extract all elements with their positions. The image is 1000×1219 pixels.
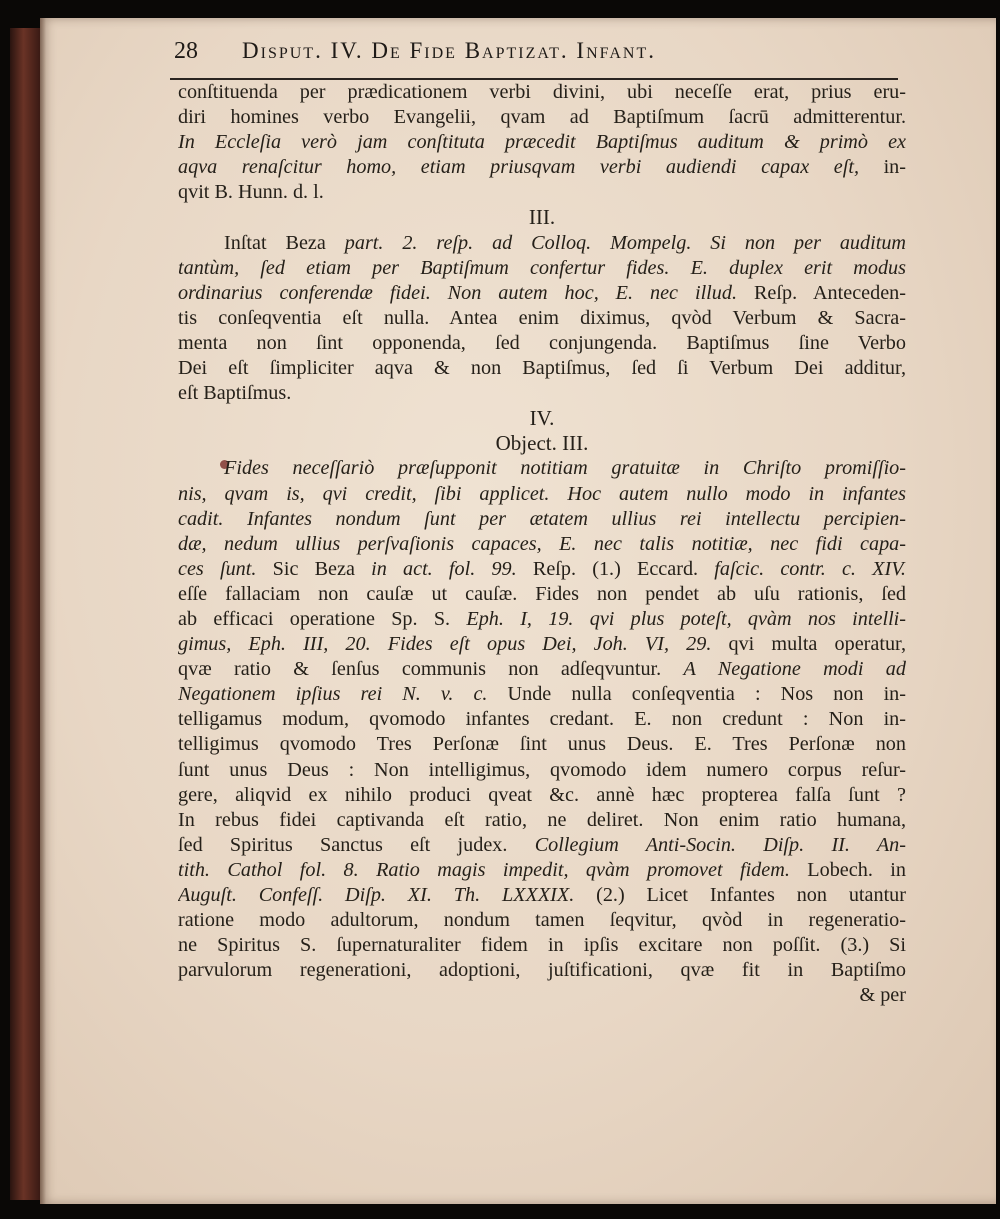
italic-text: tith. Cathol fol. 8. Ratio magis impedit, qvàm promovet fidem. <box>178 858 790 881</box>
roman-text: parvulorum regenerationi, adoptioni, juſtificationi, qvæ fit in Baptiſmo <box>178 959 906 982</box>
text-line <box>178 155 906 180</box>
running-header <box>170 38 910 78</box>
text-line <box>178 557 906 582</box>
roman-text: & per <box>859 984 906 1007</box>
text-line <box>178 607 906 632</box>
text-line <box>178 231 906 256</box>
book-spine <box>10 28 40 1200</box>
text-line <box>178 908 906 933</box>
roman-text: In rebus fidei captivanda eſt ratio, ne deliret. Non enim ratio humana, <box>178 808 906 831</box>
italic-text: Negationem ipſius rei N. v. c. <box>178 683 488 706</box>
roman-text: IV. <box>529 406 555 431</box>
text-line <box>178 958 906 983</box>
text-line <box>178 356 906 381</box>
roman-text: ratione modo adultorum, nondum tamen ſeqvitur, qvòd in regeneratio- <box>178 909 906 932</box>
roman-text: qvi multa operatur, <box>711 633 906 656</box>
italic-text: ces ſunt. <box>178 557 257 580</box>
italic-text: gimus, Eph. III, 20. Fides eſt opus Dei, Joh. VI, 29. <box>178 633 712 656</box>
text-line <box>178 281 906 306</box>
roman-text: Reſp. (1.) Eccard. <box>516 557 715 580</box>
text-line <box>178 833 906 858</box>
section-heading <box>178 431 906 456</box>
roman-text: diri homines verbo Evangelii, qvam ad Baptiſmum ſacrū admitterentur. <box>178 106 906 129</box>
roman-text: ſunt unus Deus : Non intelligimus, qvomodo idem numero corpus reſur- <box>178 758 906 781</box>
italic-text: dæ, nedum ullius perſvaſionis capaces, E. nec talis notitiæ, nec fidi capa- <box>178 532 906 555</box>
roman-text: ab efficaci operatione Sp. S. <box>178 607 467 630</box>
roman-text: Reſp. Anteceden- <box>737 281 906 304</box>
italic-text: In Eccleſia verò jam conſtituta præcedit Baptiſmus auditum & primò ex <box>178 131 906 154</box>
roman-text: tis conſeqventia eſt nulla. Antea enim diximus, qvòd Verbum & Sacra- <box>178 306 906 329</box>
text-line <box>178 532 906 557</box>
text-line <box>178 858 906 883</box>
roman-text: telligamus modum, qvomodo infantes credant. E. non credunt : Non in- <box>178 708 906 731</box>
text-line <box>178 808 906 833</box>
text-line <box>178 256 906 281</box>
roman-text: III. <box>528 205 556 230</box>
roman-text: Dei eſt ſimpliciter aqva & non Baptiſmus, ſed ſi Verbum Dei additur, <box>178 357 906 380</box>
roman-text: qvæ ratio & ſenſus communis non adſeqvuntur. <box>178 658 684 681</box>
roman-text: gere, aliqvid ex nihilo produci qveat &c. annè hæc propterea falſa ſunt ? <box>178 783 906 806</box>
section-heading <box>178 205 906 230</box>
text-line <box>178 983 906 1008</box>
roman-text: conſtituenda per prædicationem verbi divini, ubi neceſſe erat, prius eru- <box>178 81 906 103</box>
text-line <box>178 180 906 205</box>
text-line <box>178 883 906 908</box>
text-line <box>178 582 906 607</box>
page-gutter-shadow <box>40 18 46 1204</box>
roman-text: Unde nulla conſeqventia : Nos non in- <box>487 683 906 706</box>
roman-text: qvit B. Hunn. d. l. <box>178 181 324 204</box>
text-line <box>178 456 906 481</box>
roman-text: telligimus qvomodo Tres Perſonæ ſint unus Deus. E. Tres Perſonæ non <box>178 733 906 756</box>
italic-text: in act. fol. 99. <box>371 557 517 580</box>
text-line <box>178 933 906 958</box>
italic-text: A Negatione modi ad <box>683 658 906 681</box>
roman-text: Object. III. <box>495 431 589 456</box>
roman-text: Sic Beza <box>256 557 372 580</box>
text-line <box>178 507 906 532</box>
text-line <box>178 105 906 130</box>
text-line <box>178 80 906 105</box>
italic-text: tantùm, ſed etiam per Baptiſmum confertur fides. E. duplex erit modus <box>178 256 906 279</box>
italic-text: Auguſt. Confeſſ. Diſp. XI. Th. LXXXIX. <box>178 884 575 906</box>
italic-text: faſcic. contr. c. XIV. <box>714 557 906 580</box>
text-line <box>178 758 906 783</box>
roman-text: ne Spiritus S. ſupernaturaliter fidem in ipſis excitare non poſſit. (3.) Si <box>178 934 906 957</box>
text-line <box>178 707 906 732</box>
roman-text: Lobech. in <box>789 858 906 881</box>
section-heading <box>178 406 906 431</box>
text-line <box>178 381 906 406</box>
text-line <box>178 732 906 757</box>
text-line <box>178 130 906 155</box>
italic-text: nis, qvam is, qvi credit, ſibi applicet. Hoc autem nullo modo in infantes <box>178 482 906 505</box>
italic-text: part. 2. reſp. ad Colloq. Mompelg. Si non per auditum <box>344 231 906 254</box>
body-text <box>178 80 906 1008</box>
text-line <box>178 331 906 356</box>
roman-text: eſſe fallaciam non cauſæ ut cauſæ. Fides non pendet ab uſu rationis, ſed <box>178 582 906 605</box>
text-line <box>178 482 906 507</box>
roman-text: eſt Baptiſmus. <box>178 382 292 405</box>
roman-text: ſed Spiritus Sanctus eſt judex. <box>178 833 535 856</box>
italic-text: Collegium Anti-Socin. Diſp. II. An- <box>534 833 906 856</box>
page-number: 28 <box>174 38 198 64</box>
italic-text: Fides neceſſariò præſupponit notitiam gratuitæ in Chriſto promiſſio- <box>224 457 906 480</box>
text-line <box>178 306 906 331</box>
roman-text: Inſtat Beza <box>224 231 345 254</box>
text-line <box>178 783 906 808</box>
roman-text: (2.) Licet Infantes non utantur <box>574 884 906 906</box>
roman-text: in- <box>859 156 906 179</box>
italic-text: cadit. Infantes nondum ſunt per ætatem ullius rei intellectu percipien- <box>178 507 906 530</box>
roman-text: menta non ſint opponenda, ſed conjungenda. Baptiſmus ſine Verbo <box>178 331 906 354</box>
italic-text: ordinarius conferendæ fidei. Non autem hoc, E. nec illud. <box>178 281 738 304</box>
text-line <box>178 657 906 682</box>
italic-text: aqva renaſcitur homo, etiam priusqvam verbi audiendi capax eſt, <box>178 156 860 179</box>
running-title: Disput. IV. De Fide Baptizat. Infant. <box>242 38 656 63</box>
text-line <box>178 632 906 657</box>
italic-text: Eph. I, 19. qvi plus poteſt, qvàm nos intelli- <box>466 607 906 630</box>
text-line <box>178 682 906 707</box>
